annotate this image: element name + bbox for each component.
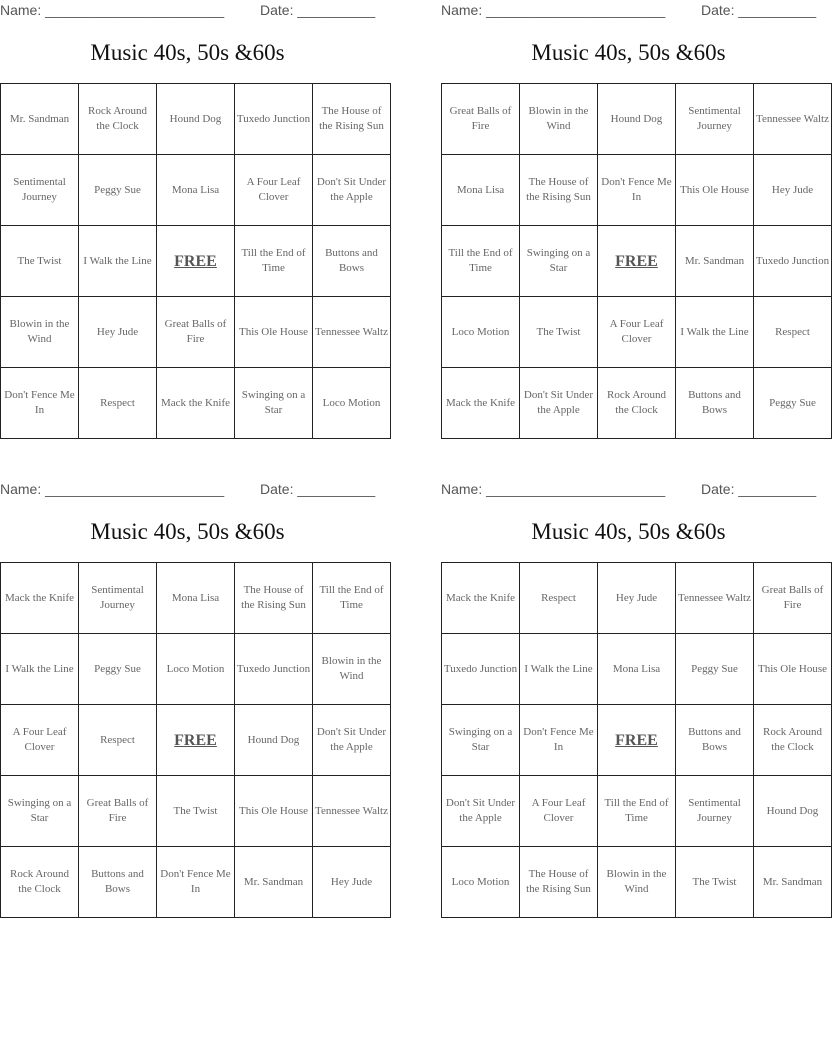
- song-cell: Peggy Sue: [754, 368, 832, 439]
- song-cell: Don't Fence Me In: [1, 368, 79, 439]
- song-cell: Swinging on a Star: [520, 226, 598, 297]
- song-cell: The Twist: [520, 297, 598, 368]
- free-space-cell: FREE: [598, 226, 676, 297]
- name-date-line: [441, 0, 816, 22]
- grid-row: [1, 368, 391, 439]
- song-cell: Blowin in the Wind: [1, 297, 79, 368]
- song-cell: Mack the Knife: [442, 368, 520, 439]
- song-cell: I Walk the Line: [1, 634, 79, 705]
- song-cell: The House of the Rising Sun: [313, 84, 391, 155]
- song-cell: Till the End of Time: [442, 226, 520, 297]
- name-field: Name: _______________________: [0, 2, 225, 18]
- song-cell: Great Balls of Fire: [442, 84, 520, 155]
- song-cell: Respect: [79, 368, 157, 439]
- grid-row: [1, 847, 391, 918]
- card-title: Music 40s, 50s &60s: [90, 40, 285, 65]
- song-cell: Great Balls of Fire: [79, 776, 157, 847]
- song-cell: Great Balls of Fire: [754, 563, 832, 634]
- song-cell: A Four Leaf Clover: [1, 705, 79, 776]
- song-cell: The Twist: [676, 847, 754, 918]
- date-field: Date: __________: [260, 481, 376, 497]
- song-cell: I Walk the Line: [520, 634, 598, 705]
- song-cell: Buttons and Bows: [676, 368, 754, 439]
- song-cell: Don't Sit Under the Apple: [442, 776, 520, 847]
- song-cell: Respect: [520, 563, 598, 634]
- grid-row: [1, 297, 391, 368]
- song-cell: The Twist: [157, 776, 235, 847]
- song-cell: Tuxedo Junction: [442, 634, 520, 705]
- song-cell: Sentimental Journey: [1, 155, 79, 226]
- song-cell: A Four Leaf Clover: [598, 297, 676, 368]
- song-cell: Loco Motion: [313, 368, 391, 439]
- song-cell: Buttons and Bows: [313, 226, 391, 297]
- song-cell: Tuxedo Junction: [235, 634, 313, 705]
- grid-row: [442, 297, 832, 368]
- song-cell: Mr. Sandman: [754, 847, 832, 918]
- song-cell: Mona Lisa: [157, 563, 235, 634]
- grid-row: [1, 634, 391, 705]
- song-cell: Don't Fence Me In: [157, 847, 235, 918]
- free-space-cell: FREE: [157, 705, 235, 776]
- song-cell: Mr. Sandman: [676, 226, 754, 297]
- song-cell: Respect: [754, 297, 832, 368]
- song-cell: Mack the Knife: [442, 563, 520, 634]
- date-field: Date: __________: [260, 2, 376, 18]
- grid-row: [1, 155, 391, 226]
- grid-row: [1, 705, 391, 776]
- song-cell: Till the End of Time: [598, 776, 676, 847]
- song-cell: Mona Lisa: [598, 634, 676, 705]
- card-title: Music 40s, 50s &60s: [531, 519, 726, 544]
- song-cell: The House of the Rising Sun: [235, 563, 313, 634]
- song-cell: This Ole House: [235, 776, 313, 847]
- name-date-line: [0, 0, 375, 22]
- song-cell: Don't Fence Me In: [598, 155, 676, 226]
- grid-row: [442, 776, 832, 847]
- song-cell: Tennessee Waltz: [754, 84, 832, 155]
- song-cell: The House of the Rising Sun: [520, 155, 598, 226]
- song-cell: Hey Jude: [313, 847, 391, 918]
- song-cell: Mr. Sandman: [1, 84, 79, 155]
- song-cell: Tennessee Waltz: [313, 776, 391, 847]
- song-cell: Great Balls of Fire: [157, 297, 235, 368]
- song-cell: Till the End of Time: [313, 563, 391, 634]
- song-cell: This Ole House: [754, 634, 832, 705]
- song-cell: Peggy Sue: [79, 155, 157, 226]
- song-cell: Hey Jude: [79, 297, 157, 368]
- song-cell: Hound Dog: [754, 776, 832, 847]
- song-cell: Buttons and Bows: [79, 847, 157, 918]
- song-cell: Mona Lisa: [157, 155, 235, 226]
- song-cell: Peggy Sue: [676, 634, 754, 705]
- song-cell: This Ole House: [676, 155, 754, 226]
- song-cell: Mona Lisa: [442, 155, 520, 226]
- song-cell: Sentimental Journey: [676, 776, 754, 847]
- song-cell: Loco Motion: [157, 634, 235, 705]
- song-cell: Rock Around the Clock: [754, 705, 832, 776]
- grid-row: [1, 84, 391, 155]
- bingo-grid: [441, 83, 832, 439]
- song-cell: I Walk the Line: [79, 226, 157, 297]
- song-cell: The Twist: [1, 226, 79, 297]
- song-cell: Mack the Knife: [157, 368, 235, 439]
- song-cell: Mr. Sandman: [235, 847, 313, 918]
- song-cell: Sentimental Journey: [79, 563, 157, 634]
- bingo-grid: [441, 562, 832, 918]
- song-cell: Hound Dog: [157, 84, 235, 155]
- song-cell: Tennessee Waltz: [313, 297, 391, 368]
- song-cell: Hound Dog: [235, 705, 313, 776]
- grid-row: [1, 226, 391, 297]
- free-space-cell: FREE: [157, 226, 235, 297]
- song-cell: Don't Sit Under the Apple: [313, 155, 391, 226]
- song-cell: Don't Fence Me In: [520, 705, 598, 776]
- grid-row: [442, 634, 832, 705]
- grid-row: [442, 705, 832, 776]
- grid-row: [1, 563, 391, 634]
- song-cell: Rock Around the Clock: [1, 847, 79, 918]
- card-title: Music 40s, 50s &60s: [531, 40, 726, 65]
- name-date-line: [441, 479, 816, 501]
- song-cell: Sentimental Journey: [676, 84, 754, 155]
- song-cell: Hound Dog: [598, 84, 676, 155]
- song-cell: Loco Motion: [442, 297, 520, 368]
- song-cell: Don't Sit Under the Apple: [520, 368, 598, 439]
- grid-row: [1, 776, 391, 847]
- song-cell: Swinging on a Star: [442, 705, 520, 776]
- song-cell: Rock Around the Clock: [79, 84, 157, 155]
- bingo-grid: [0, 83, 391, 439]
- song-cell: Rock Around the Clock: [598, 368, 676, 439]
- song-cell: Blowin in the Wind: [313, 634, 391, 705]
- song-cell: Mack the Knife: [1, 563, 79, 634]
- song-cell: Till the End of Time: [235, 226, 313, 297]
- song-cell: Tuxedo Junction: [235, 84, 313, 155]
- bingo-grid: [0, 562, 391, 918]
- song-cell: Hey Jude: [598, 563, 676, 634]
- name-field: Name: _______________________: [0, 481, 225, 497]
- song-cell: Hey Jude: [754, 155, 832, 226]
- song-cell: The House of the Rising Sun: [520, 847, 598, 918]
- card-title: Music 40s, 50s &60s: [90, 519, 285, 544]
- grid-row: [442, 847, 832, 918]
- song-cell: This Ole House: [235, 297, 313, 368]
- song-cell: A Four Leaf Clover: [520, 776, 598, 847]
- song-cell: A Four Leaf Clover: [235, 155, 313, 226]
- name-field: Name: _______________________: [441, 2, 666, 18]
- free-space-cell: FREE: [598, 705, 676, 776]
- song-cell: Peggy Sue: [79, 634, 157, 705]
- song-cell: Respect: [79, 705, 157, 776]
- song-cell: Blowin in the Wind: [598, 847, 676, 918]
- song-cell: Tennessee Waltz: [676, 563, 754, 634]
- name-date-line: [0, 479, 375, 501]
- grid-row: [442, 368, 832, 439]
- song-cell: Don't Sit Under the Apple: [313, 705, 391, 776]
- grid-row: [442, 563, 832, 634]
- date-field: Date: __________: [701, 481, 817, 497]
- song-cell: Swinging on a Star: [1, 776, 79, 847]
- song-cell: Loco Motion: [442, 847, 520, 918]
- grid-row: [442, 155, 832, 226]
- song-cell: I Walk the Line: [676, 297, 754, 368]
- name-field: Name: _______________________: [441, 481, 666, 497]
- song-cell: Tuxedo Junction: [754, 226, 832, 297]
- song-cell: Blowin in the Wind: [520, 84, 598, 155]
- date-field: Date: __________: [701, 2, 817, 18]
- grid-row: [442, 226, 832, 297]
- song-cell: Swinging on a Star: [235, 368, 313, 439]
- song-cell: Buttons and Bows: [676, 705, 754, 776]
- grid-row: [442, 84, 832, 155]
